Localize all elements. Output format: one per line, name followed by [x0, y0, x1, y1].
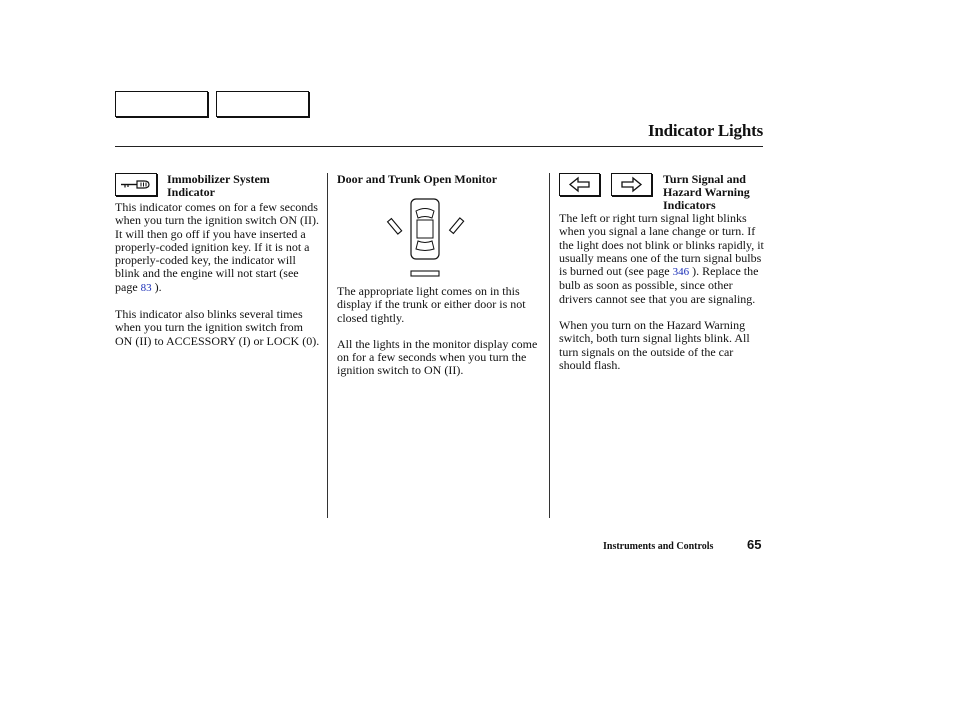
right-arrow-icon [611, 173, 652, 196]
turn-signal-heading: Turn Signal and Hazard Warning Indicators [663, 172, 750, 212]
immobilizer-heading: Immobilizer System Indicator [167, 172, 270, 199]
immobilizer-paragraph-1: This indicator comes on for a few seconds when you turn the ignition switch ON (II). It will then go off if you have inserted a properly-coded ignition key. If it is not a properly-coded key, the indicator will blink and the engine will not start (see page 83 ). [115, 200, 319, 294]
column-divider [549, 173, 550, 518]
page-link-346[interactable]: 346 [672, 266, 690, 279]
immobilizer-section [115, 173, 320, 348]
turn-signal-section [559, 173, 764, 372]
door-trunk-paragraph-2: All the lights in the monitor display come on for a few seconds when you turn the ignition switch to ON (II). [337, 336, 538, 378]
key-icon [115, 173, 157, 196]
column-divider [327, 173, 328, 518]
door-trunk-heading: Door and Trunk Open Monitor [337, 172, 498, 186]
nav-button-previous[interactable] [115, 91, 208, 117]
footer-section-name: Instruments and Controls [603, 541, 714, 552]
immobilizer-paragraph-2: This indicator also blinks several times when you turn the ignition switch from ON (II) to ACCESSORY (I) or LOCK (0). [115, 307, 320, 348]
left-arrow-icon [559, 173, 600, 196]
turn-signal-paragraph-1: The left or right turn signal light blinks when you signal a lane change or turn. If the light does not blink or blinks rapidly, it usually means one of the turn signal bulbs is burned out (see page 346 ). Replace the bulb as soon as possible, since other drivers cannot see that you are signaling. [559, 211, 764, 306]
door-trunk-paragraph-1: The appropriate light comes on in this display if the trunk or either door is not closed tightly. [337, 284, 526, 325]
door-trunk-section [337, 173, 543, 378]
page-number: 65 [747, 537, 762, 552]
title-rule [115, 146, 763, 147]
car-doors-monitor-icon [385, 191, 543, 285]
page-link-83[interactable]: 83 [140, 281, 152, 294]
turn-signal-paragraph-2: When you turn on the Hazard Warning switch, both turn signal lights blink. All turn signals on the outside of the car should flash. [559, 318, 750, 372]
page-title: Indicator Lights [647, 121, 763, 140]
nav-button-next[interactable] [216, 91, 309, 117]
